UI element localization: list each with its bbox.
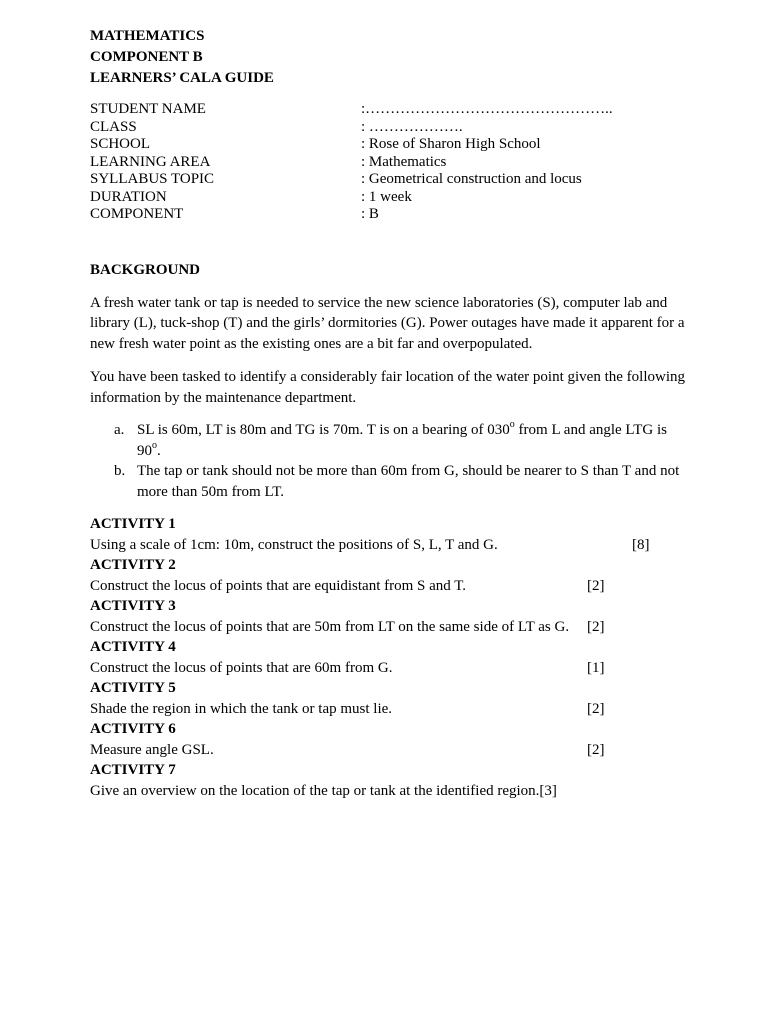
activity-title: ACTIVITY 4 [90, 639, 176, 656]
component-heading: COMPONENT B [90, 49, 203, 65]
info-label: LEARNING AREA [90, 153, 211, 170]
info-row-class [90, 119, 690, 137]
activity-title: ACTIVITY 7 [90, 762, 176, 779]
activity-row [90, 699, 690, 720]
info-label: DURATION [90, 188, 167, 205]
info-row-syllabus-topic [90, 171, 690, 189]
activity-text: Construct the locus of points that are equidistant from S and T. [90, 577, 467, 594]
activity-row [90, 658, 690, 679]
activity-text: Construct the locus of points that are 50m from LT on the same side of LT as G. [90, 618, 570, 635]
activity-text: Give an overview on the location of the tap or tank at the identified region.[3] [90, 782, 557, 799]
list-marker: a. [114, 422, 125, 439]
degree-superscript: o [509, 419, 515, 431]
info-label: COMPONENT [90, 206, 184, 222]
list-item-text [137, 420, 690, 461]
activity-row [90, 617, 690, 638]
document-page [90, 26, 690, 801]
list-text-part: SL is 60m, LT is 80m and TG is 70m. T is on a bearing of 030 [137, 422, 510, 439]
activity-title: ACTIVITY 6 [90, 721, 176, 738]
info-row-duration [90, 189, 690, 207]
activity-row [90, 781, 690, 802]
list-item [90, 461, 690, 502]
activity-title: ACTIVITY 1 [90, 516, 176, 533]
activity-text: Shade the region in which the tank or tap must lie. [90, 700, 393, 717]
subject-heading: MATHEMATICS [90, 28, 205, 44]
activity-mark: [1] [587, 659, 605, 676]
list-text-part: . [157, 442, 161, 459]
info-row-component [90, 206, 690, 224]
info-label: SYLLABUS TOPIC [90, 171, 215, 187]
background-paragraph-1: A fresh water tank or tap is needed to service the new science laboratories (S), computer lab and library (L), tuck-shop (T) and the girls’ dormitories (G). Power outages have made it apparent for a new fresh water point as the existing ones are a bit far and overpopulated. [90, 294, 685, 353]
activity-mark: [2] [587, 577, 605, 594]
info-value: : Geometrical construction and locus [361, 171, 582, 187]
activity-text: Using a scale of 1cm: 10m, construct the positions of S, L, T and G. [90, 536, 498, 553]
activity-text: Measure angle GSL. [90, 741, 214, 758]
activities-section [90, 514, 690, 801]
activity-row [90, 535, 690, 556]
activity-row [90, 740, 690, 761]
info-value: : Mathematics [361, 153, 447, 170]
info-value: : 1 week [361, 188, 412, 205]
degree-superscript: o [152, 439, 157, 451]
activity-mark: [2] [587, 700, 605, 717]
information-list [90, 420, 690, 502]
background-paragraph-2: You have been tasked to identify a considerably fair location of the water point given the following information by the maintenance department. [90, 368, 685, 406]
info-row-learning-area [90, 154, 690, 172]
info-label: SCHOOL [90, 136, 151, 152]
info-value: : B [361, 206, 379, 222]
student-info-table [90, 101, 690, 224]
info-value: : ………………. [361, 118, 463, 135]
activity-title: ACTIVITY 5 [90, 680, 176, 697]
info-row-school [90, 136, 690, 154]
activity-title: ACTIVITY 3 [90, 598, 176, 615]
info-row-student-name [90, 101, 690, 119]
info-label: STUDENT NAME [90, 101, 206, 117]
list-marker: b. [114, 463, 126, 480]
guide-heading: LEARNERS’ CALA GUIDE [90, 70, 274, 86]
activity-mark: [8] [632, 536, 650, 553]
list-item [90, 420, 690, 461]
background-heading: BACKGROUND [90, 261, 201, 278]
activity-mark: [2] [587, 741, 605, 758]
info-value: :………………………………………….. [361, 101, 613, 117]
activity-mark: [2] [587, 618, 605, 635]
activity-text: Construct the locus of points that are 60m from G. [90, 659, 393, 676]
info-label: CLASS [90, 118, 137, 135]
info-value: : Rose of Sharon High School [361, 136, 541, 152]
activity-row [90, 576, 690, 597]
activity-title: ACTIVITY 2 [90, 557, 176, 574]
list-item-text: The tap or tank should not be more than 60m from G, should be nearer to S than T and not more than 50m from LT. [137, 463, 680, 500]
list-text-part: from L and angle LTG is 90 [137, 422, 667, 459]
